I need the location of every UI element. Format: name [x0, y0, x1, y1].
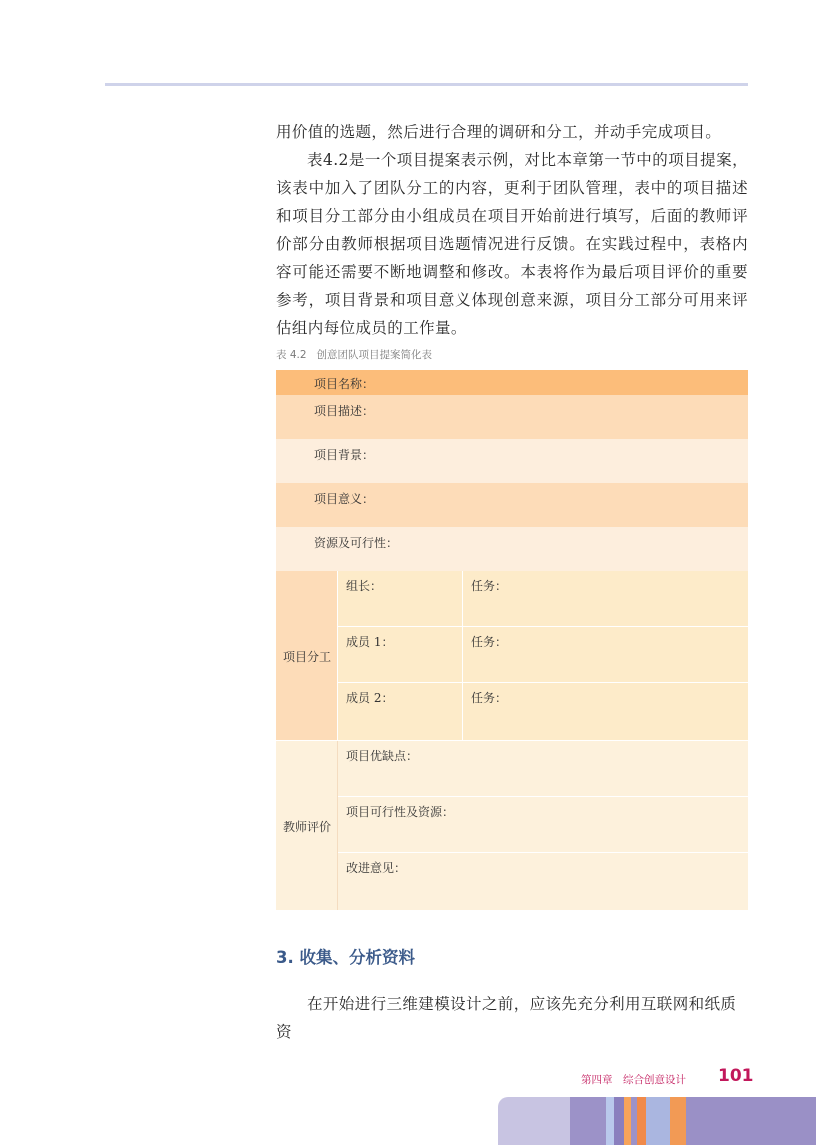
band-segment [570, 1097, 606, 1145]
row-resources-label: 资源及可行性： [314, 536, 399, 550]
division-label: 项目分工 [283, 650, 332, 664]
division-member-row [338, 627, 748, 683]
table-caption-title: 创意团队项目提案简化表 [316, 349, 433, 361]
evaluation-label-cell [276, 741, 337, 910]
row-resources [276, 527, 748, 571]
body-paragraph-3: 在开始进行三维建模设计之前，应该先充分利用互联网和纸质资 [276, 995, 737, 1041]
member-task: 任务： [471, 579, 508, 593]
evaluation-item-row [338, 741, 748, 797]
band-segment [670, 1097, 686, 1145]
section-heading: 3. 收集、分析资料 [276, 948, 415, 967]
member-role: 成员 2： [346, 691, 394, 705]
row-project-name-label: 项目名称： [314, 377, 375, 391]
band-segment [637, 1097, 646, 1145]
evaluation-item-row [338, 797, 748, 853]
band-segment [686, 1097, 816, 1145]
division-column-divider [462, 571, 463, 740]
body-paragraph-1: 用价值的选题，然后进行合理的调研和分工，并动手完成项目。 [276, 123, 722, 141]
member-task: 任务： [471, 691, 508, 705]
row-project-meaning [276, 483, 748, 527]
row-project-background [276, 439, 748, 483]
evaluation-item: 项目优缺点： [346, 749, 419, 763]
division-label-cell [276, 571, 337, 740]
row-project-background-label: 项目背景： [314, 448, 375, 462]
footer-chapter-title: 第四章 综合创意设计 [581, 1074, 686, 1086]
band-segment [624, 1097, 631, 1145]
page-number: 101 [718, 1066, 754, 1086]
evaluation-item: 改进意见： [346, 861, 407, 875]
table-caption [276, 347, 442, 362]
table-caption-number: 表 4.2 [276, 349, 307, 361]
member-role: 组长： [346, 579, 383, 593]
division-member-row [338, 683, 748, 740]
member-task: 任务： [471, 635, 508, 649]
band-segment [646, 1097, 670, 1145]
body-paragraph-2: 表4.2是一个项目提案表示例，对比本章第一节中的项目提案，该表中加入了团队分工的内容，更利于团队管理，表中的项目描述和项目分工部分由小组成员在项目开始前进行填写，后面的教师评价部分由教师根据项目选题情况进行反馈。在实践过程中，表格内容可能还需要不断地调整和修改。本表将作为最后项目评价的重要参考，项目背景和项目意义体现创意来源，项目分工部分可用来评估组内每位成员的工作量。 [276, 151, 748, 337]
division-member-row [338, 571, 748, 627]
evaluation-label: 教师评价 [283, 820, 332, 834]
row-project-name [276, 370, 748, 395]
band-segment [606, 1097, 614, 1145]
evaluation-item-row [338, 853, 748, 910]
evaluation-item: 项目可行性及资源： [346, 805, 455, 819]
row-project-meaning-label: 项目意义： [314, 492, 375, 506]
member-role: 成员 1： [346, 635, 394, 649]
proposal-table [276, 370, 748, 910]
row-project-description-label: 项目描述： [314, 404, 375, 418]
band-segment [498, 1097, 570, 1145]
band-segment [614, 1097, 624, 1145]
row-project-description [276, 395, 748, 439]
top-rule [105, 83, 748, 86]
